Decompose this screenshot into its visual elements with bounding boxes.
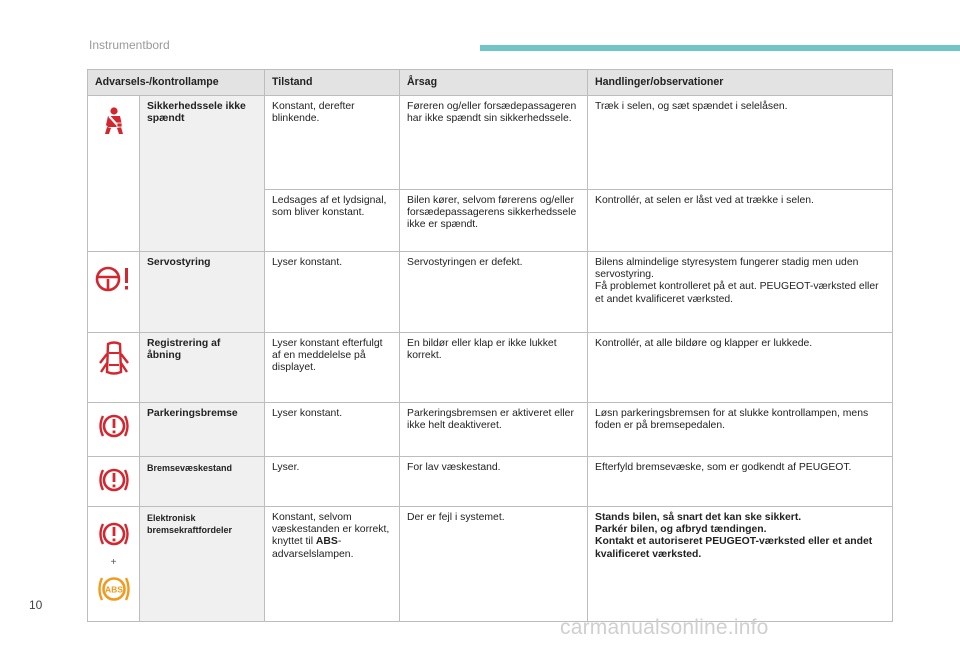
column-header-lamp: Advarsels-/kontrollampe — [88, 70, 265, 96]
page-number: 10 — [29, 598, 43, 612]
state-text: -advarselslampen. — [272, 536, 354, 560]
action-cell: Træk i selen, og sæt spændet i selelåsen. — [588, 96, 893, 190]
action-line: Kontakt et autoriseret PEUGEOT-værksted eller et andet kvalificeret værksted. — [595, 536, 873, 560]
parking-brake-warning-icon — [98, 411, 130, 441]
lamp-name: Elektronisk bremsekraftfordeler — [140, 507, 265, 622]
action-cell — [588, 252, 893, 333]
state-cell — [265, 507, 400, 622]
plus-sign: + — [110, 557, 117, 568]
action-cell: Løsn parkeringsbremsen for at slukke kontrollampen, mens foden er på bremsepedalen. — [588, 403, 893, 457]
table-row — [88, 507, 893, 622]
lamp-name: Servostyring — [140, 252, 265, 333]
table-row — [88, 457, 893, 507]
state-cell: Lyser. — [265, 457, 400, 507]
abs-label: ABS — [315, 536, 338, 548]
cause-cell: En bildør eller klap er ikke lukket korrekt. — [400, 333, 588, 403]
svg-text:ABS: ABS — [104, 584, 123, 595]
lamp-icon-cell — [88, 403, 140, 457]
cause-cell: Parkeringsbremsen er aktiveret eller ikke helt deaktiveret. — [400, 403, 588, 457]
abs-warning-icon — [97, 573, 131, 605]
action-cell: Kontrollér, at alle bildøre og klapper er lukkede. — [588, 333, 893, 403]
table-header-row — [88, 70, 893, 96]
section-title-bar — [480, 45, 960, 51]
action-cell: Efterfyld bremsevæske, som er godkendt af PEUGEOT. — [588, 457, 893, 507]
cause-cell: Servostyringen er defekt. — [400, 252, 588, 333]
action-line: Parkér bilen, og afbryd tændingen. — [595, 524, 767, 536]
column-header-state: Tilstand — [265, 70, 400, 96]
power-steering-warning-icon — [95, 264, 133, 294]
state-text: Konstant, selvom væskestanden er korrekt, knyttet til — [272, 512, 390, 548]
lamp-icon-cell — [88, 252, 140, 333]
lamp-name: Sikkerhedssele ikke spændt — [140, 96, 265, 252]
brake-fluid-warning-icon — [98, 465, 130, 495]
section-title: Instrumentbord — [89, 38, 170, 52]
lamp-icon-cell — [88, 457, 140, 507]
cause-cell: Føreren og/eller forsædepassageren har ikke spændt sin sikkerhedssele. — [400, 96, 588, 190]
warning-lamps-table — [87, 69, 893, 622]
state-cell: Konstant, derefter blinkende. — [265, 96, 400, 190]
action-line: Få problemet kontrolleret på et aut. PEUGEOT-værksted eller et andet kvalificeret værksted. — [595, 281, 879, 305]
lamp-icon-cell — [88, 333, 140, 403]
table-row — [88, 96, 893, 190]
cause-cell: Bilen kører, selvom førerens og/eller forsædepassagerens sikkerhedssele ikke er spændt. — [400, 190, 588, 252]
state-cell: Lyser konstant. — [265, 403, 400, 457]
column-header-action: Handlinger/observationer — [588, 70, 893, 96]
cause-cell: Der er fejl i systemet. — [400, 507, 588, 622]
table-row — [88, 252, 893, 333]
state-cell: Lyser konstant. — [265, 252, 400, 333]
table-row — [88, 403, 893, 457]
lamp-name: Bremsevæskestand — [140, 457, 265, 507]
watermark: carmanualsonline.info — [560, 616, 769, 639]
lamp-icon-cell — [88, 96, 140, 252]
lamp-name: Parkeringsbremse — [140, 403, 265, 457]
state-cell: Lyser konstant efterfulgt af en meddelelse på displayet. — [265, 333, 400, 403]
lamp-name: Registrering af åbning — [140, 333, 265, 403]
table-row — [88, 333, 893, 403]
brake-warning-icon — [98, 519, 130, 549]
action-cell: Kontrollér, at selen er låst ved at trække i selen. — [588, 190, 893, 252]
seatbelt-warning-icon — [99, 106, 129, 136]
door-open-warning-icon — [98, 341, 130, 377]
action-line: Bilens almindelige styresystem fungerer stadig men uden servostyring. — [595, 257, 859, 281]
column-header-cause: Årsag — [400, 70, 588, 96]
cause-cell: For lav væskestand. — [400, 457, 588, 507]
action-line: Stands bilen, så snart det kan ske sikkert. — [595, 512, 802, 523]
action-cell — [588, 507, 893, 622]
lamp-icon-cell — [88, 507, 140, 622]
state-cell: Ledsages af et lydsignal, som bliver konstant. — [265, 190, 400, 252]
